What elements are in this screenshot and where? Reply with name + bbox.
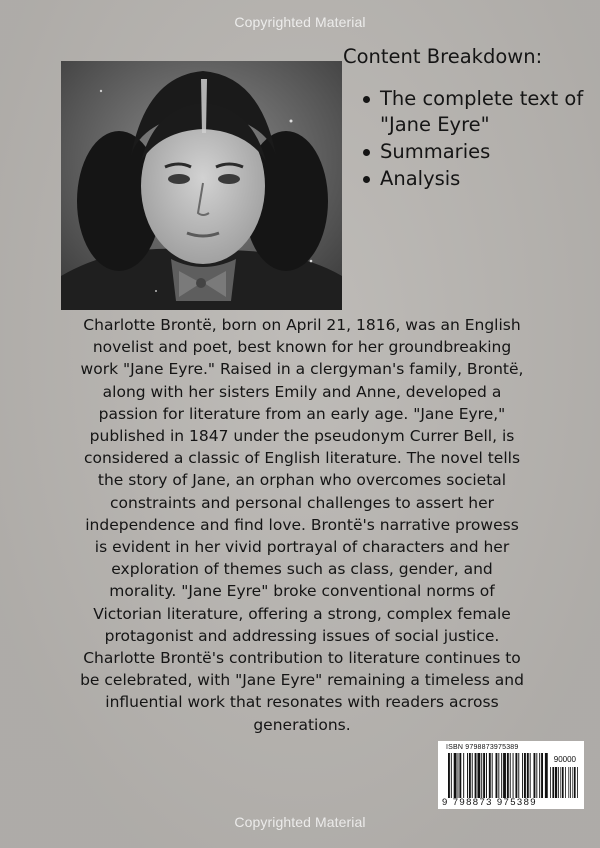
portrait-photo-icon	[61, 61, 342, 310]
list-item	[343, 166, 593, 192]
author-biography: Charlotte Brontë, born on April 21, 1816, was an English novelist and poet, best known for her groundbreaking work "Jane Eyre." Raised in a clergyman's family, Brontë, along with her sisters Emily and Anne, developed a passion for literature from an early age. "Jane Eyre," published in 1847 under the pseudonym Currer Bell, is considered a classic of English literature. The novel tells the story of Jane, an orphan who overcomes societal constraints and personal challenges to assert her independence and find love. Brontë's narrative prowess is evident in her vivid portrayal of characters and her exploration of themes such as class, gender, and morality. "Jane Eyre" broke conventional norms of Victorian literature, offering a strong, complex female protagonist and addressing issues of social justice. Charlotte Brontë's contribution to literature continues to be celebrated, with "Jane Eyre" remaining a timeless and influential work that resonates with readers across generations.	[80, 316, 524, 734]
list-item-text: Summaries	[380, 140, 491, 163]
watermark-bottom: Copyrighted Material	[234, 814, 366, 830]
list-item	[343, 139, 593, 165]
bullet-icon	[363, 176, 370, 183]
list-item-text: Analysis	[380, 167, 461, 190]
isbn-barcode	[438, 741, 584, 809]
list-item	[343, 86, 593, 138]
bullet-icon	[363, 149, 370, 156]
content-breakdown	[343, 44, 593, 193]
barcode-digits: 9 798873 975389	[442, 797, 537, 808]
watermark-top: Copyrighted Material	[234, 14, 366, 30]
author-portrait	[61, 61, 342, 310]
content-breakdown-title: Content Breakdown:	[343, 45, 543, 68]
price-code: 90000	[553, 755, 576, 764]
isbn-label: ISBN 9798873975389	[446, 744, 519, 751]
content-breakdown-list	[343, 86, 593, 192]
list-item-text: The complete text of "Jane Eyre"	[380, 87, 584, 136]
barcode-bars-icon	[438, 753, 584, 798]
bullet-icon	[363, 96, 370, 103]
